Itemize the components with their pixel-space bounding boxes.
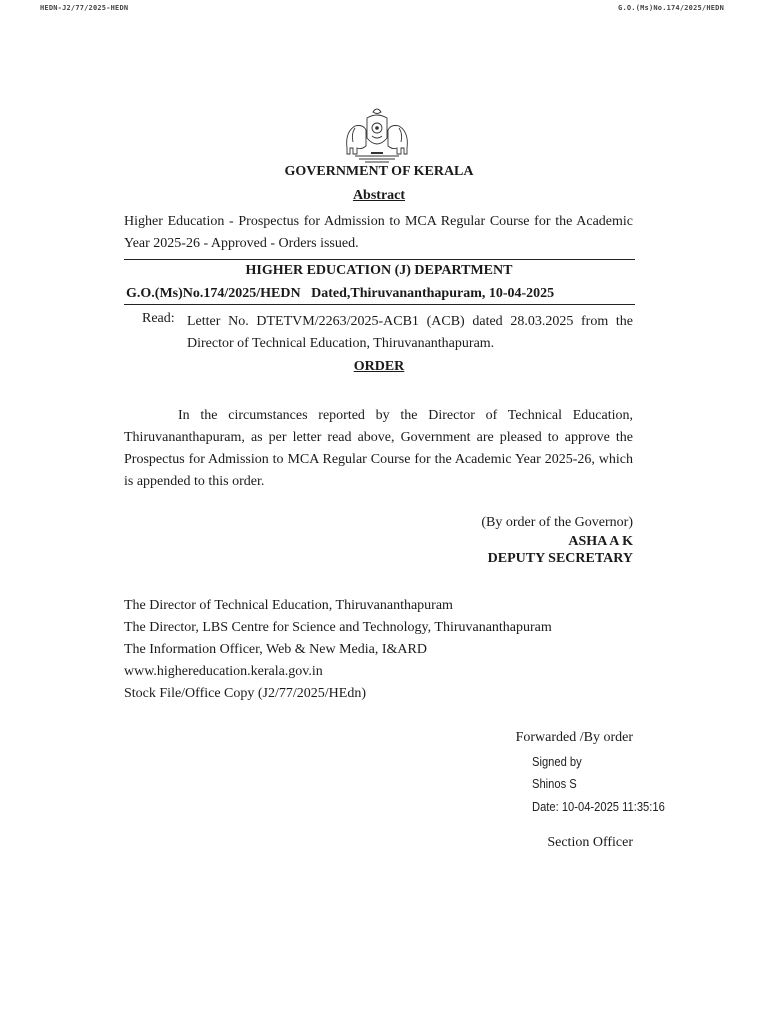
- by-order-line: (By order of the Governor): [481, 515, 633, 530]
- divider-bottom: [124, 304, 635, 305]
- recipient-item: Stock File/Office Copy (J2/77/2025/HEdn): [124, 686, 366, 701]
- signer-name: Shinos S: [532, 776, 577, 791]
- recipient-item: The Director of Technical Education, Thiruvananthapuram: [124, 598, 453, 613]
- read-label: Read:: [142, 311, 175, 326]
- forwarded-line: Forwarded /By order: [515, 730, 633, 745]
- abstract-heading: Abstract: [352, 188, 406, 203]
- signature-date: Date: 10-04-2025 11:35:16: [532, 799, 665, 814]
- recipient-item: The Director, LBS Centre for Science and Technology, Thiruvananthapuram: [124, 620, 552, 635]
- subject-text: Higher Education - Prospectus for Admission to MCA Regular Course for the Academic Year 2025-26 - Approved - Orders issued.: [124, 214, 633, 251]
- section-officer-label: Section Officer: [547, 835, 633, 850]
- kerala-state-emblem-icon: [341, 104, 413, 166]
- recipient-item: www.highereducation.kerala.gov.in: [124, 664, 323, 679]
- go-number-date: G.O.(Ms)No.174/2025/HEDN Dated,Thiruvananthapuram, 10-04-2025: [126, 286, 555, 301]
- digital-signature-block: [530, 750, 670, 822]
- header-file-number: HEDN-J2/77/2025-HEDN: [40, 4, 129, 12]
- department-heading: HIGHER EDUCATION (J) DEPARTMENT: [245, 263, 513, 278]
- recipient-item: The Information Officer, Web & New Media, I&ARD: [124, 642, 427, 657]
- order-body: In the circumstances reported by the Director of Technical Education, Thiruvananthapuram, as per letter read above, Government are pleased to approve the Prospectus for Admission to MCA Regular Course for the Academic Year 2025-26, which is appended to this order.: [124, 408, 633, 489]
- divider-top: [124, 259, 635, 260]
- page-title: GOVERNMENT OF KERALA: [284, 164, 474, 179]
- read-reference: Letter No. DTETVM/2263/2025-ACB1 (ACB) dated 28.03.2025 from the Director of Technical Education, Thiruvananthapuram.: [187, 314, 633, 351]
- order-heading: ORDER: [353, 359, 405, 374]
- header-go-number: G.O.(Ms)No.174/2025/HEDN: [618, 4, 724, 12]
- signatory-name: ASHA A K: [568, 534, 633, 549]
- signed-by-label: Signed by: [532, 754, 582, 769]
- signatory-designation: DEPUTY SECRETARY: [487, 551, 633, 566]
